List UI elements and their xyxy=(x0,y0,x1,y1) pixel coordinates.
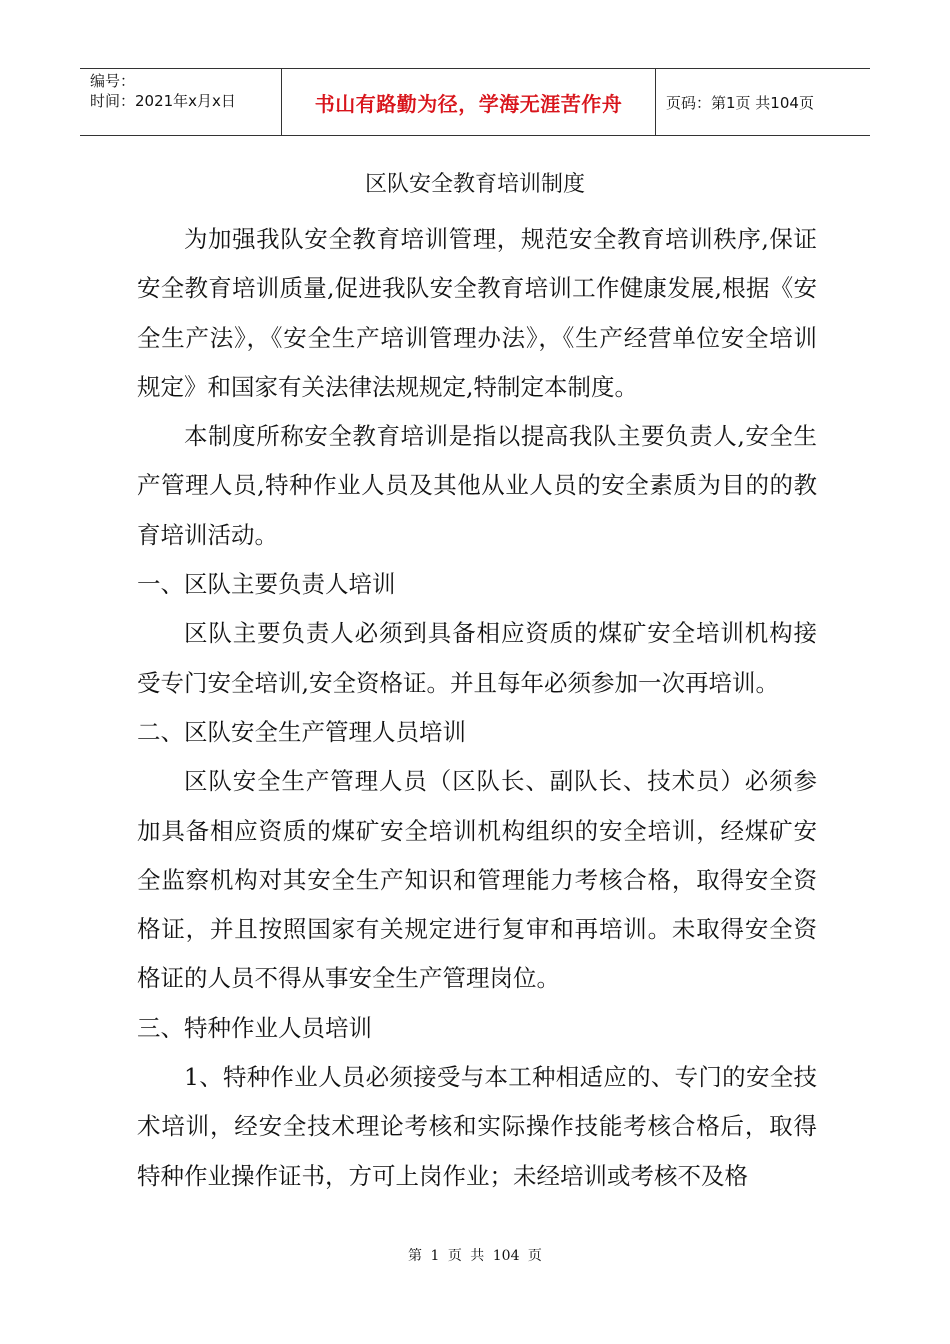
body-paragraph: 为加强我队安全教育培训管理，规范安全教育培训秩序,保证安全教育培训质量,促进我队安全教育培训工作健康发展,根据《安全生产法》，《安全生产培训管理办法》，《生产经营单位安全培训规定》和国家有关法律法规规定,特制定本制度。 xyxy=(137,225,817,401)
document-body xyxy=(137,215,817,1201)
section-heading: 二、区队安全生产管理人员培训 xyxy=(137,717,466,746)
header-motto: 书山有路勤为径，学海无涯苦作舟 xyxy=(282,69,656,135)
section-heading: 一、区队主要负责人培训 xyxy=(137,570,396,599)
body-paragraph: 1、特种作业人员必须接受与本工种相适应的、专门的安全技术培训，经安全技术理论考核和实际操作技能考核合格后，取得特种作业操作证书，方可上岗作业；未经培训或考核不及格 xyxy=(137,1063,817,1190)
header-date-label: 时间：2021年x月x日 xyxy=(90,92,236,110)
header-number-label: 编号： xyxy=(90,72,136,90)
document-title: 区队安全教育培训制度 xyxy=(364,172,585,197)
body-paragraph: 本制度所称安全教育培训是指以提高我队主要负责人,安全生产管理人员,特种作业人员及其他从业人员的安全素质为目的的教育培训活动。 xyxy=(137,422,817,549)
document-header xyxy=(80,68,870,136)
section-heading: 三、特种作业人员培训 xyxy=(137,1013,372,1042)
header-page-info: 页码：第1页 共104页 xyxy=(666,93,814,112)
page-footer: 第 1 页 共 104 页 xyxy=(408,1248,542,1264)
header-meta xyxy=(80,69,282,135)
body-paragraph: 区队安全生产管理人员（区队长、副队长、技术员）必须参加具备相应资质的煤矿安全培训机构组织的安全培训，经煤矿安全监察机构对其安全生产知识和管理能力考核合格，取得安全资格证，并且按照国家有关规定进行复审和再培训。未取得安全资格证的人员不得从事安全生产管理岗位。 xyxy=(137,767,817,993)
body-paragraph: 区队主要负责人必须到具备相应资质的煤矿安全培训机构接受专门安全培训,安全资格证。并且每年必须参加一次再培训。 xyxy=(137,619,817,697)
